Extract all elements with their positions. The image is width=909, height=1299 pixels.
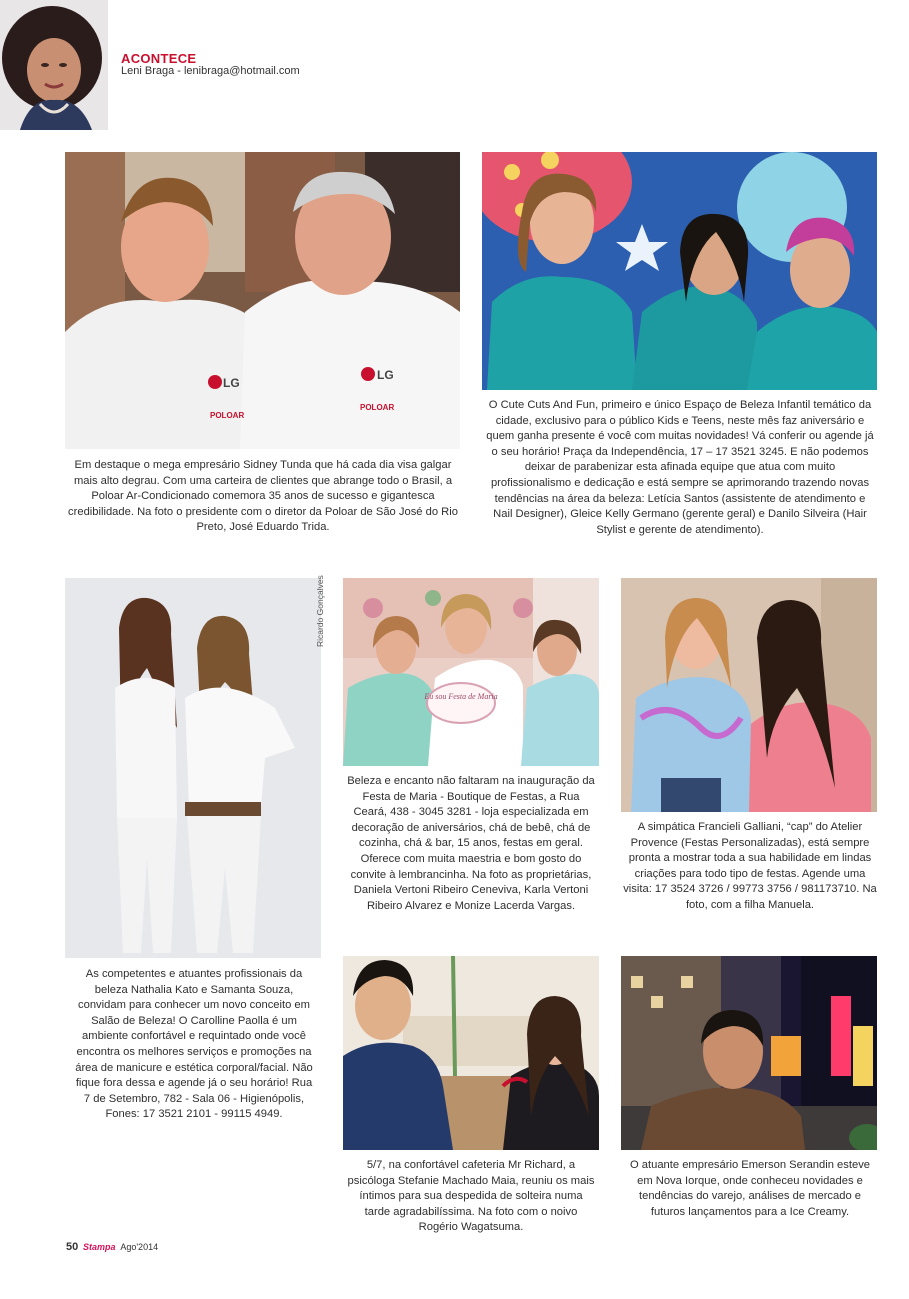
page-number: 50 bbox=[66, 1241, 79, 1253]
section-title: ACONTECE bbox=[121, 51, 197, 66]
caption-carolline: As competentes e atuantes profissionais da beleza Nathalia Kato e Samanta Souza, convidam para conhecer um novo conceito em Salão de Beleza! O Carolline Paolla é um ambiente confortável e requintado onde você encontra os melhores serviços e promoções na área de manicure e estética corporal/facial. Não fique fora dessa e agende já o seu horário! Rua 7 de Setembro, 782 - Sala 06 - Higienópolis, Fones: 17 3521 2101 - 99115 4949. bbox=[75, 968, 313, 1121]
photo-festa-maria bbox=[343, 578, 599, 766]
festa-sign-text: Eu sou Festa de Maria bbox=[424, 692, 498, 701]
caption-cute-cuts: O Cute Cuts And Fun, primeiro e único Espaço de Beleza Infantil temático da cidade, exclusivo para o público Kids e Teens, neste mês faz aniversário e quem ganha presente é você com muitas novidades! Vá conferir ou agende já o seu horário! Praça da Independência, 17 – 17 3521 3245. E não podemos deixar de parabenizar esta afinada equipe que atua com muito profissionalismo e dedicação e está sempre se aprimorando trazendo novas tendências na área da beleza: Letícia Santos (assistente de atendimento e Nail Designer), Gleice Kelly Germano (gerente geral) e Danilo Silveira (Hair Stylist e gerente de atendimento). bbox=[486, 399, 874, 536]
shirt-logo-poloar-2: POLOAR bbox=[360, 403, 395, 412]
shirt-logo-poloar: POLOAR bbox=[210, 411, 245, 420]
photo-credit bbox=[303, 575, 325, 653]
shirt-logo-lg-2: LG bbox=[377, 368, 394, 382]
author-portrait bbox=[0, 0, 108, 130]
photo-carolline bbox=[65, 578, 321, 958]
photo-atelier bbox=[621, 578, 877, 812]
photo-mr-richard bbox=[343, 956, 599, 1150]
issue-date: Ago'2014 bbox=[120, 1242, 159, 1252]
caption-festa-maria: Beleza e encanto não faltaram na inauguração da Festa de Maria - Boutique de Festas, a Rua Ceará, 438 - 3045 3281 - loja especializada em decoração de aniversários, chá de bebê, chá de cozinha, chá & bar, 15 anos, festas em geral. Oferece com muita maestria e bom gosto do convite à lembrancinha. Na foto as proprietárias, Daniela Vertoni Ribeiro Ceneviva, Karla Vertoni Ribeiro Alvarez e Monize Lacerda Vargas. bbox=[347, 775, 595, 912]
magazine-name: Stampa bbox=[83, 1242, 116, 1252]
caption-poloar: Em destaque o mega empresário Sidney Tunda que há cada dia visa galgar mais alto degrau. Com uma carteira de clientes que abrange todo o Brasil, a Poloar Ar-Condicionado comemora 35 anos de sucesso e gigantesca credibilidade. Na foto o presidente com o diretor da Poloar de São José do Rio Preto, José Eduardo Trida. bbox=[68, 459, 458, 534]
photo-emerson bbox=[621, 956, 877, 1150]
photo-cute-cuts bbox=[482, 152, 877, 390]
page-footer bbox=[66, 1241, 158, 1253]
caption-atelier: A simpática Francieli Galliani, “cap” do Atelier Provence (Festas Personalizadas), está sempre pronta a mostrar toda a sua habilidade em lindas criações para todo tipo de festas. Agende uma visita: 17 3524 3726 / 99773 3756 / 981173710. Na foto, com a filha Manuela. bbox=[623, 821, 877, 911]
photo-credit-text: Ricardo Gonçalves bbox=[315, 575, 325, 647]
caption-mr-richard: 5/7, na confortável cafeteria Mr Richard, a psicóloga Stefanie Machado Maia, reuniu os mais íntimos para sua despedida de solteira numa tarde agradabilíssima. Na foto com o noivo Rogério Wagatsuma. bbox=[347, 1159, 595, 1234]
photo-poloar bbox=[65, 152, 460, 449]
shirt-logo-lg: LG bbox=[223, 376, 240, 390]
author-byline: Leni Braga - lenibraga@hotmail.com bbox=[121, 65, 300, 77]
caption-emerson: O atuante empresário Emerson Serandin esteve em Nova Iorque, onde conheceu novidades e tendências do varejo, análises de mercado e futuros lançamentos para a Ice Creamy. bbox=[629, 1159, 871, 1218]
